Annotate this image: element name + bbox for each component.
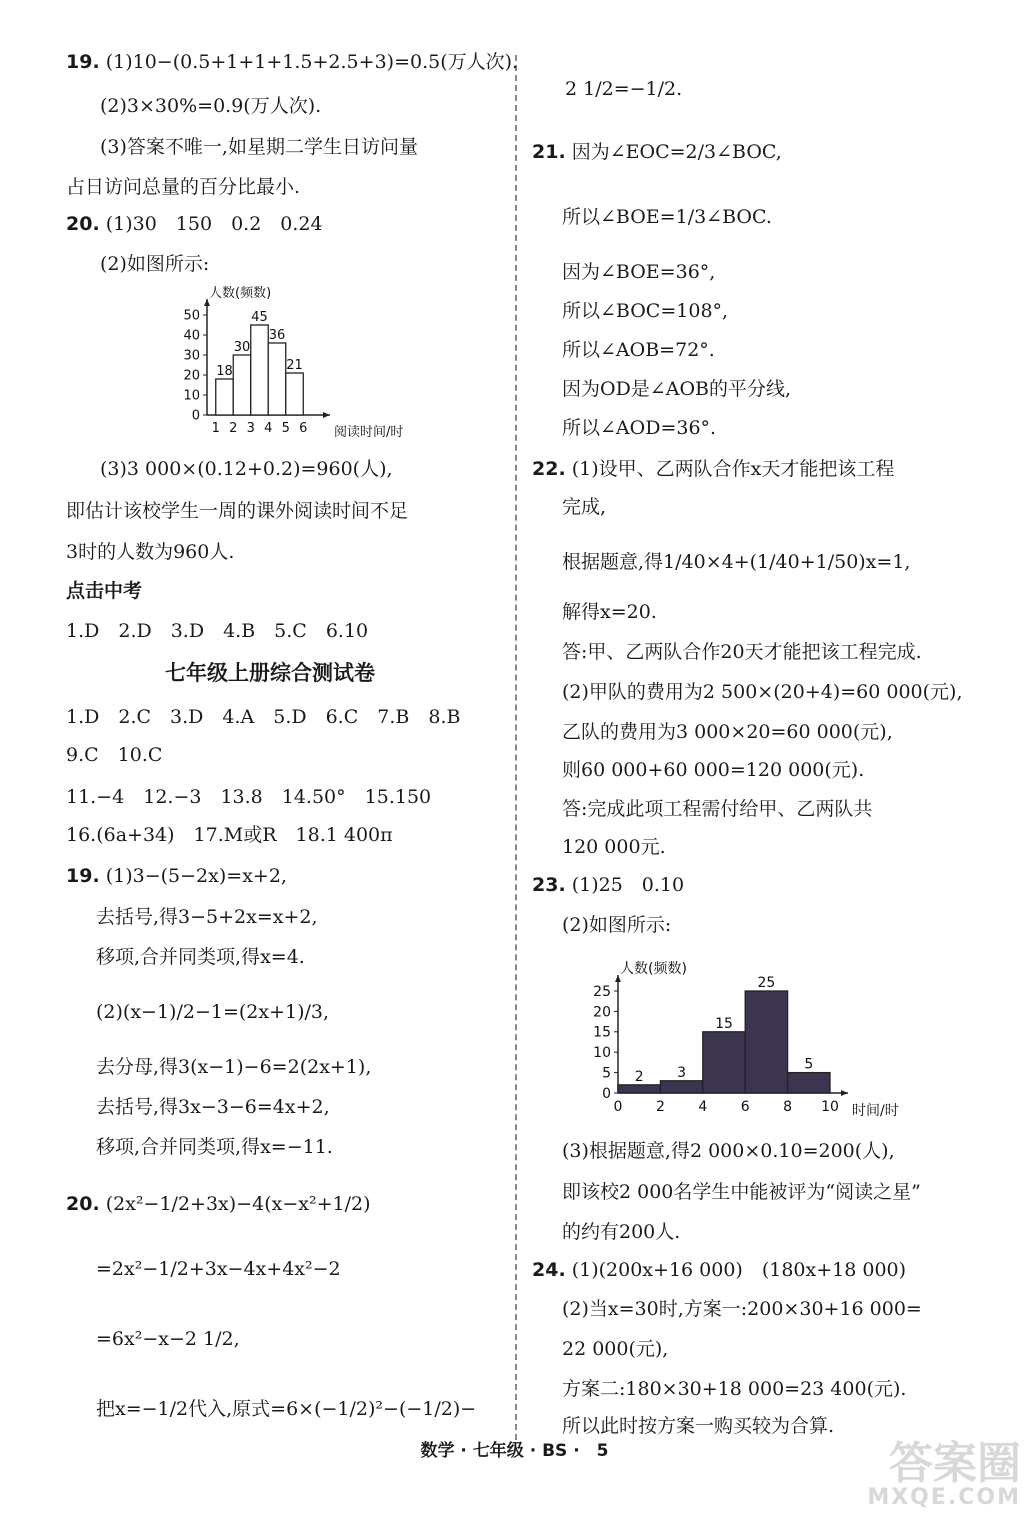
x-tick-label: 5 <box>281 421 290 436</box>
q20-part1 <box>66 210 323 238</box>
x-tick-label: 0 <box>613 1099 623 1115</box>
mc-answers-1: 1.D 2.C 3.D 4.A 5.D 6.C 7.B 8.B <box>66 706 461 728</box>
t22-line6: (2)甲队的费用为2 500×(20+4)=60 000(元), <box>562 681 963 703</box>
y-tick-label: 20 <box>183 368 200 384</box>
t20-line1 <box>66 1190 371 1218</box>
t22-line5: 答:甲、乙两队合作20天才能把该工程完成. <box>562 641 922 663</box>
t19-line1-text: (1)3−(5−2x)=x+2, <box>105 865 287 887</box>
x-tick-label: 8 <box>783 1099 793 1115</box>
x-tick-label: 2 <box>655 1099 665 1115</box>
t22-line8: 则60 000+60 000=120 000(元). <box>562 759 865 781</box>
t24-line1-text: (1)(200x+16 000) (180x+18 000) <box>571 1259 907 1281</box>
t19-line1 <box>66 862 287 890</box>
t24-line4: 方案二:180×30+18 000=23 400(元). <box>562 1378 907 1400</box>
x-tick-label: 4 <box>264 421 273 436</box>
bar <box>618 1085 660 1093</box>
t23-number: 23. <box>532 874 566 896</box>
t21-line1-text: 因为∠EOC=2/3∠BOC, <box>571 141 782 163</box>
q19-part3-line1: (3)答案不唯一,如星期二学生日访问量 <box>100 136 418 158</box>
t22-line1 <box>532 455 894 483</box>
t19-line4: (2)(x−1)/2−1=(2x+1)/3, <box>96 1001 330 1023</box>
x-tick-label: 3 <box>246 421 255 436</box>
y-tick-label: 0 <box>602 1085 611 1102</box>
y-axis-label: 人数(频数) <box>620 961 687 977</box>
y-tick-label: 5 <box>602 1065 611 1082</box>
reading-time-histogram <box>175 285 435 445</box>
bar <box>216 379 234 415</box>
t22-number: 22. <box>532 458 566 480</box>
y-tick-label: 50 <box>183 308 200 324</box>
y-tick-label: 20 <box>593 1004 611 1021</box>
t20-line3: =6x²−x−2 1/2, <box>96 1328 240 1350</box>
q19-part2: (2)3×30%=0.9(万人次). <box>100 95 322 117</box>
t19-line3: 移项,合并同类项,得x=4. <box>96 946 305 968</box>
section-label: 点击中考 <box>66 580 143 602</box>
q20-part1-text: (1)30 150 0.2 0.24 <box>105 213 323 235</box>
t22-line1-text: (1)设甲、乙两队合作x天才能把该工程 <box>571 458 895 480</box>
t24-line3: 22 000(元), <box>562 1338 669 1360</box>
t19-line2: 去括号,得3−5+2x=x+2, <box>96 906 318 928</box>
x-tick-label: 2 <box>229 421 238 436</box>
click-answers: 1.D 2.D 3.D 4.B 5.C 6.10 <box>66 620 369 642</box>
x-axis-label: 阅读时间/时 <box>334 425 404 440</box>
x-axis-arrow <box>323 412 330 418</box>
t22-line2: 完成, <box>562 496 607 518</box>
t21-line5: 所以∠AOB=72°. <box>562 339 715 361</box>
bar <box>788 1073 830 1093</box>
t23-line3: (3)根据题意,得2 000×0.10=200(人), <box>562 1140 895 1162</box>
watermark-logo <box>841 1438 1021 1528</box>
q20-part3-line2: 即估计该校学生一周的课外阅读时间不足 <box>66 500 409 522</box>
y-tick-label: 0 <box>191 408 200 424</box>
t22-line3: 根据题意,得1/40×4+(1/40+1/50)x=1, <box>562 551 911 573</box>
t24-number: 24. <box>532 1259 566 1281</box>
y-tick-label: 25 <box>593 983 611 1000</box>
t21-number: 21. <box>532 141 566 163</box>
q20-part3-line1: (3)3 000×(0.12+0.2)=960(人), <box>100 458 393 480</box>
column-divider <box>515 55 517 1440</box>
x-tick-label: 10 <box>821 1099 839 1115</box>
t24-line2: (2)当x=30时,方案一:200×30+16 000= <box>562 1298 922 1320</box>
y-tick-label: 30 <box>183 348 200 364</box>
fill-answers-2: 16.(6a+34) 17.M或R 18.1 400π <box>66 824 393 846</box>
t23-line1 <box>532 871 684 899</box>
bar <box>233 355 251 415</box>
t24-line5: 所以此时按方案一购买较为合算. <box>562 1415 835 1437</box>
t21-line1 <box>532 138 782 166</box>
t20-line4: 把x=−1/2代入,原式=6×(−1/2)²−(−1/2)− <box>96 1398 477 1420</box>
y-tick-label: 40 <box>183 328 200 344</box>
y-tick-label: 15 <box>593 1024 611 1041</box>
q20-part2: (2)如图所示: <box>100 253 210 275</box>
y-axis-label: 人数(频数) <box>209 286 272 301</box>
t20-continued: 2 1/2=−1/2. <box>565 78 683 100</box>
bar-value-label: 3 <box>677 1064 687 1081</box>
y-tick-label: 10 <box>183 388 200 404</box>
t21-line7: 所以∠AOD=36°. <box>562 417 717 439</box>
q19-number: 19. <box>66 51 100 73</box>
test-title: 七年级上册综合测试卷 <box>165 661 375 685</box>
t20-number: 20. <box>66 1193 100 1215</box>
bar-value-label: 30 <box>233 340 251 355</box>
t20-line2: =2x²−1/2+3x−4x+4x²−2 <box>96 1258 341 1280</box>
bar-value-label: 15 <box>715 1015 733 1032</box>
watermark-bottom: MXQE.COM <box>867 1485 1021 1510</box>
q19-part1 <box>66 48 518 76</box>
x-tick-label: 4 <box>698 1099 708 1115</box>
bar-value-label: 5 <box>804 1056 814 1073</box>
t21-line4: 所以∠BOC=108°, <box>562 300 729 322</box>
t21-line2: 所以∠BOE=1/3∠BOC. <box>562 206 772 228</box>
x-tick-label: 6 <box>299 421 308 436</box>
bar-value-label: 36 <box>268 328 286 343</box>
bar-value-label: 21 <box>286 358 303 373</box>
t23-line5: 的约有200人. <box>562 1221 681 1243</box>
y-tick-label: 10 <box>593 1045 611 1062</box>
t22-line7: 乙队的费用为3 000×20=60 000(元), <box>562 721 893 743</box>
time-histogram <box>580 945 940 1125</box>
x-tick-label: 1 <box>211 421 220 436</box>
bar-value-label: 45 <box>251 310 268 325</box>
page-footer: 数学 · 七年级 · BS · 5 <box>420 1441 609 1461</box>
bar-value-label: 18 <box>216 364 233 379</box>
t22-line10: 120 000元. <box>562 836 666 858</box>
t19-line6: 去括号,得3x−3−6=4x+2, <box>96 1096 330 1118</box>
bar-value-label: 25 <box>757 975 776 991</box>
bar <box>251 325 269 415</box>
t22-line4: 解得x=20. <box>562 601 657 623</box>
t20-line1-text: (2x²−1/2+3x)−4(x−x²+1/2) <box>105 1193 371 1215</box>
t23-line2: (2)如图所示: <box>562 914 672 936</box>
x-axis-arrow <box>841 1090 848 1096</box>
fill-answers-1: 11.−4 12.−3 13.8 14.50° 15.150 <box>66 786 432 808</box>
t24-line1 <box>532 1256 906 1284</box>
bar <box>745 991 787 1093</box>
q20-part3-line3: 3时的人数为960人. <box>66 541 235 563</box>
x-tick-label: 6 <box>740 1099 750 1115</box>
t23-line1-text: (1)25 0.10 <box>571 874 685 896</box>
q19-part1-text: (1)10−(0.5+1+1+1.5+2.5+3)=0.5(万人次). <box>105 51 519 73</box>
watermark-top: 答案圈 <box>889 1438 1021 1489</box>
t19-number: 19. <box>66 865 100 887</box>
q19-part3-line2: 占日访问总量的百分比最小. <box>66 176 301 198</box>
bar <box>660 1081 702 1093</box>
bar-value-label: 2 <box>634 1068 644 1085</box>
t19-line5: 去分母,得3(x−1)−6=2(2x+1), <box>96 1056 372 1078</box>
bar <box>286 373 304 415</box>
t21-line6: 因为OD是∠AOB的平分线, <box>562 378 792 400</box>
t21-line3: 因为∠BOE=36°, <box>562 261 716 283</box>
t23-line4: 即该校2 000名学生中能被评为“阅读之星” <box>562 1181 921 1203</box>
x-axis-label: 时间/时 <box>852 1103 899 1119</box>
t19-line7: 移项,合并同类项,得x=−11. <box>96 1136 333 1158</box>
mc-answers-2: 9.C 10.C <box>66 744 163 766</box>
bar <box>703 1032 745 1093</box>
bar <box>268 343 286 415</box>
t22-line9: 答:完成此项工程需付给甲、乙两队共 <box>562 798 873 820</box>
q20-number: 20. <box>66 213 100 235</box>
